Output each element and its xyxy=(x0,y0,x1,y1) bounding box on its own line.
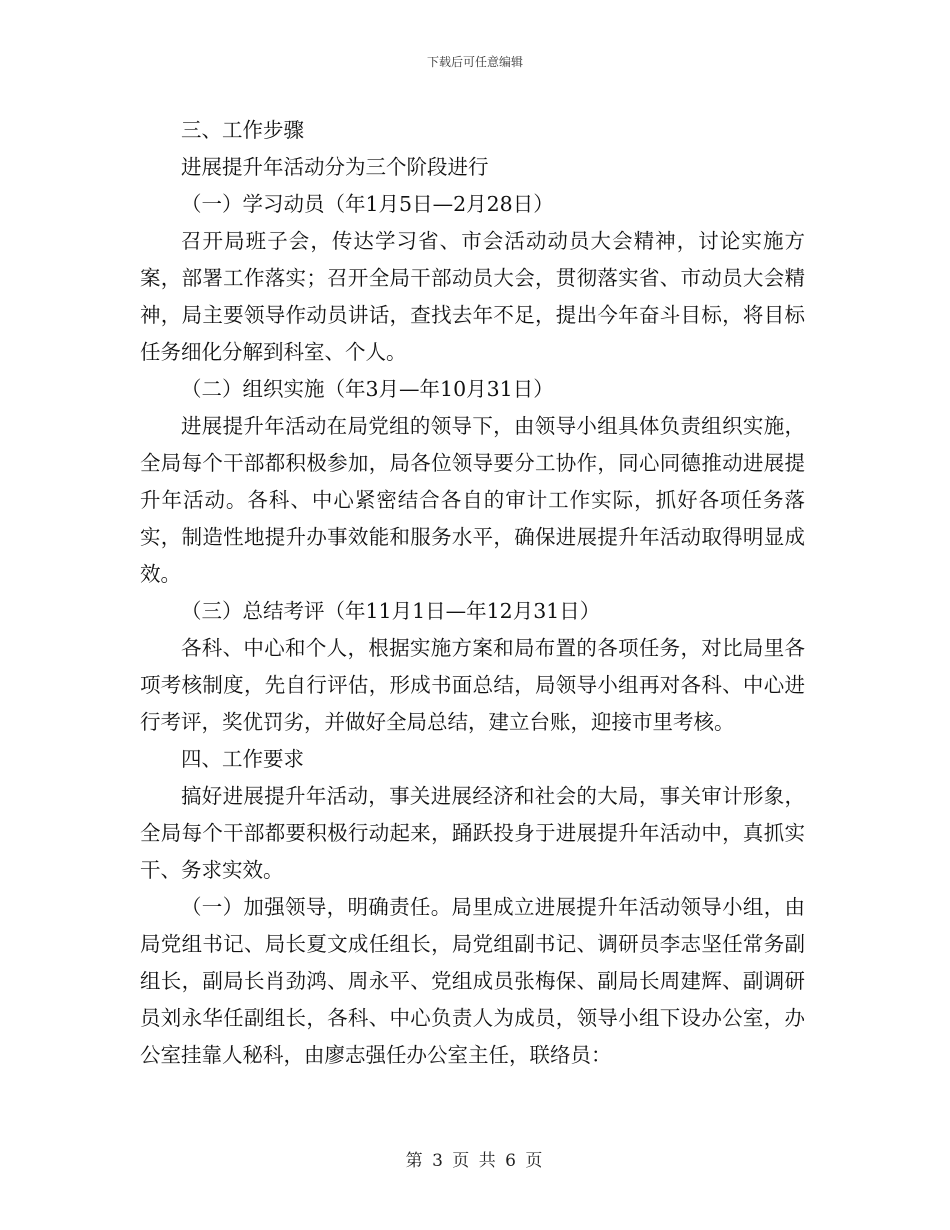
paragraph-implementation: 进展提升年活动在局党组的领导下，由领导小组具体负责组织实施，全局每个干部都积极参加，局各位领导要分工协作，同心同德推动进展提升年活动。各科、中心紧密结合各自的审计工作实际，抓好各项任务落实，制造性地提升办事效能和服务水平，确保进展提升年活动取得明显成效。 xyxy=(140,414,805,586)
document-body xyxy=(140,112,805,1074)
phase-heading-mobilization: （一）学习动员（年1月5日—2月28日） xyxy=(181,192,554,216)
section-heading-steps: 三、工作步骤 xyxy=(181,118,304,142)
section-heading-requirements: 四、工作要求 xyxy=(181,747,304,771)
paragraph-requirements-intro: 搞好进展提升年活动，事关进展经济和社会的大局，事关审计形象，全局每个干部都要积极行动起来，踊跃投身于进展提升年活动中，真抓实干、务求实效。 xyxy=(140,784,805,882)
page-header: 下载后可任意编辑 xyxy=(426,55,523,69)
paragraph-evaluation: 各科、中心和个人，根据实施方案和局布置的各项任务，对比局里各项考核制度，先自行评估，形成书面总结，局领导小组再对各科、中心进行考评，奖优罚劣，并做好全局总结，建立台账，迎接市里考核。 xyxy=(140,636,805,734)
phase-heading-evaluation: （三）总结考评（年11月1日—年12月31日） xyxy=(181,599,601,623)
paragraph-mobilization: 召开局班子会，传达学习省、市会活动动员大会精神，讨论实施方案，部署工作落实；召开全局干部动员大会，贯彻落实省、市动员大会精神，局主要领导作动员讲话，查找去年不足，提出今年奋斗目标，将目标任务细化分解到科室、个人。 xyxy=(140,229,805,364)
paragraph-intro-phases: 进展提升年活动分为三个阶段进行 xyxy=(181,155,489,179)
page-number-footer: 第 3 页 共 6 页 xyxy=(405,1151,545,1171)
phase-heading-implementation: （二）组织实施（年3月—年10月31日） xyxy=(181,377,554,401)
paragraph-leadership: （一）加强领导，明确责任。局里成立进展提升年活动领导小组，由局党组书记、局长夏文成任组长，局党组副书记、调研员李志坚任常务副组长，副局长肖劲鸿、周永平、党组成员张梅保、副局长周建辉、副调研员刘永华任副组长，各科、中心负责人为成员，领导小组下设办公室，办公室挂靠人秘科，由廖志强任办公室主任，联络员： xyxy=(140,895,805,1067)
